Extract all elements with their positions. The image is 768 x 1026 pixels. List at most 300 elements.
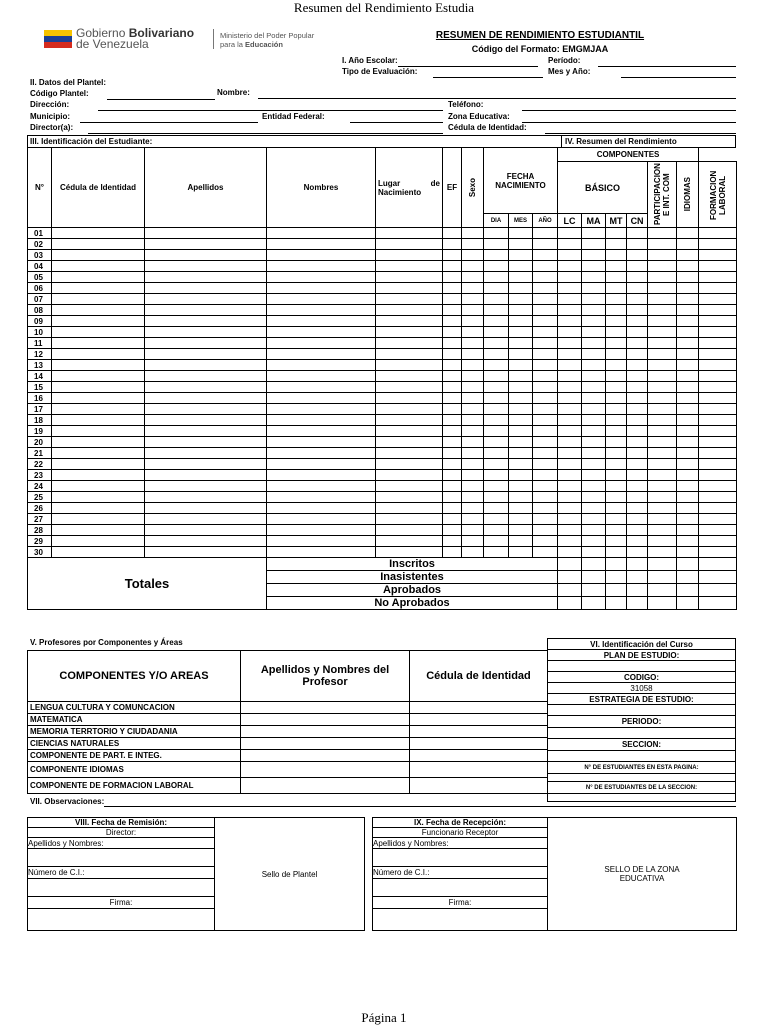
table-cell[interactable]	[582, 481, 606, 492]
table-cell[interactable]	[699, 571, 737, 584]
table-cell[interactable]	[648, 316, 677, 327]
table-cell[interactable]	[376, 404, 443, 415]
table-cell[interactable]	[509, 272, 533, 283]
table-cell[interactable]	[145, 525, 267, 536]
table-cell[interactable]	[627, 272, 648, 283]
table-cell[interactable]	[376, 415, 443, 426]
table-cell[interactable]	[699, 426, 737, 437]
table-cell[interactable]	[558, 558, 582, 571]
table-cell[interactable]	[533, 404, 558, 415]
table-cell[interactable]	[145, 459, 267, 470]
table-cell[interactable]	[558, 437, 582, 448]
table-cell[interactable]	[509, 547, 533, 558]
table-cell[interactable]	[627, 437, 648, 448]
table-cell[interactable]	[582, 470, 606, 481]
table-cell[interactable]	[376, 382, 443, 393]
table-cell[interactable]	[267, 415, 376, 426]
table-cell[interactable]	[533, 327, 558, 338]
table-cell[interactable]	[484, 547, 509, 558]
table-cell[interactable]	[443, 327, 462, 338]
table-cell[interactable]	[582, 382, 606, 393]
table-cell[interactable]	[462, 503, 484, 514]
table-cell[interactable]	[462, 316, 484, 327]
table-cell[interactable]	[677, 349, 699, 360]
table-cell[interactable]	[52, 393, 145, 404]
table-cell[interactable]	[677, 571, 699, 584]
table-cell[interactable]	[52, 525, 145, 536]
table-cell[interactable]	[376, 492, 443, 503]
table-cell[interactable]	[443, 393, 462, 404]
table-cell[interactable]	[376, 371, 443, 382]
table-cell[interactable]	[606, 597, 627, 610]
table-cell[interactable]	[648, 547, 677, 558]
table-cell[interactable]	[699, 250, 737, 261]
table-cell[interactable]	[462, 239, 484, 250]
table-cell[interactable]	[267, 547, 376, 558]
table-cell[interactable]	[376, 393, 443, 404]
table-cell[interactable]	[627, 426, 648, 437]
table-cell[interactable]	[699, 283, 737, 294]
table-cell[interactable]	[648, 536, 677, 547]
table-cell[interactable]	[145, 261, 267, 272]
table-cell[interactable]	[484, 228, 509, 239]
table-cell[interactable]	[648, 481, 677, 492]
table-cell[interactable]	[648, 338, 677, 349]
table-cell[interactable]	[509, 404, 533, 415]
table-cell[interactable]	[558, 261, 582, 272]
table-cell[interactable]	[267, 371, 376, 382]
table-cell[interactable]	[606, 283, 627, 294]
table-cell[interactable]	[648, 514, 677, 525]
table-cell[interactable]	[558, 393, 582, 404]
table-cell[interactable]	[699, 239, 737, 250]
table-cell[interactable]	[267, 459, 376, 470]
table-cell[interactable]	[484, 426, 509, 437]
table-cell[interactable]	[582, 393, 606, 404]
table-cell[interactable]	[376, 536, 443, 547]
table-cell[interactable]	[677, 437, 699, 448]
table-cell[interactable]	[509, 393, 533, 404]
table-cell[interactable]	[677, 448, 699, 459]
table-cell[interactable]	[145, 305, 267, 316]
table-cell[interactable]	[509, 371, 533, 382]
table-cell[interactable]	[677, 393, 699, 404]
table-cell[interactable]	[145, 283, 267, 294]
table-cell[interactable]	[627, 305, 648, 316]
table-cell[interactable]	[533, 459, 558, 470]
table-cell[interactable]	[582, 547, 606, 558]
table-cell[interactable]	[145, 536, 267, 547]
table-cell[interactable]	[582, 404, 606, 415]
table-cell[interactable]	[52, 305, 145, 316]
table-cell[interactable]	[533, 272, 558, 283]
table-cell[interactable]	[533, 415, 558, 426]
table-cell[interactable]	[699, 503, 737, 514]
table-cell[interactable]	[443, 239, 462, 250]
table-cell[interactable]	[376, 448, 443, 459]
table-cell[interactable]	[484, 514, 509, 525]
table-cell[interactable]	[648, 239, 677, 250]
table-cell[interactable]	[582, 584, 606, 597]
table-cell[interactable]	[699, 261, 737, 272]
table-cell[interactable]	[582, 360, 606, 371]
table-cell[interactable]	[582, 305, 606, 316]
table-cell[interactable]	[648, 393, 677, 404]
table-cell[interactable]	[533, 514, 558, 525]
table-cell[interactable]	[699, 525, 737, 536]
table-cell[interactable]	[558, 283, 582, 294]
table-cell[interactable]	[267, 349, 376, 360]
table-cell[interactable]	[648, 305, 677, 316]
table-cell[interactable]	[558, 470, 582, 481]
table-cell[interactable]	[648, 360, 677, 371]
table-cell[interactable]	[52, 316, 145, 327]
table-cell[interactable]	[606, 393, 627, 404]
table-cell[interactable]	[241, 778, 410, 794]
table-cell[interactable]	[410, 762, 548, 778]
table-cell[interactable]	[484, 360, 509, 371]
table-cell[interactable]	[376, 294, 443, 305]
table-cell[interactable]	[606, 584, 627, 597]
table-cell[interactable]	[648, 571, 677, 584]
table-cell[interactable]	[145, 503, 267, 514]
table-cell[interactable]	[52, 261, 145, 272]
table-cell[interactable]	[484, 349, 509, 360]
table-cell[interactable]	[533, 294, 558, 305]
table-cell[interactable]	[462, 283, 484, 294]
table-cell[interactable]	[443, 283, 462, 294]
table-cell[interactable]	[606, 437, 627, 448]
table-cell[interactable]	[52, 294, 145, 305]
table-cell[interactable]	[677, 584, 699, 597]
table-cell[interactable]	[52, 481, 145, 492]
table-cell[interactable]	[627, 525, 648, 536]
table-cell[interactable]	[558, 360, 582, 371]
table-cell[interactable]	[648, 294, 677, 305]
table-cell[interactable]	[267, 404, 376, 415]
table-cell[interactable]	[582, 250, 606, 261]
table-cell[interactable]	[267, 437, 376, 448]
table-cell[interactable]	[606, 448, 627, 459]
table-cell[interactable]	[627, 283, 648, 294]
table-cell[interactable]	[376, 525, 443, 536]
table-cell[interactable]	[627, 571, 648, 584]
table-cell[interactable]	[533, 448, 558, 459]
table-cell[interactable]	[558, 448, 582, 459]
table-cell[interactable]	[648, 597, 677, 610]
table-cell[interactable]	[267, 261, 376, 272]
table-cell[interactable]	[558, 492, 582, 503]
table-cell[interactable]	[627, 404, 648, 415]
table-cell[interactable]	[52, 415, 145, 426]
table-cell[interactable]	[267, 239, 376, 250]
table-cell[interactable]	[145, 415, 267, 426]
table-cell[interactable]	[606, 305, 627, 316]
table-cell[interactable]	[582, 571, 606, 584]
table-cell[interactable]	[509, 338, 533, 349]
table-cell[interactable]	[606, 316, 627, 327]
table-cell[interactable]	[558, 404, 582, 415]
table-cell[interactable]	[484, 393, 509, 404]
table-cell[interactable]	[145, 327, 267, 338]
table-cell[interactable]	[582, 597, 606, 610]
table-cell[interactable]	[443, 481, 462, 492]
table-cell[interactable]	[677, 239, 699, 250]
table-cell[interactable]	[267, 327, 376, 338]
table-cell[interactable]	[648, 558, 677, 571]
table-cell[interactable]	[484, 415, 509, 426]
table-cell[interactable]	[462, 426, 484, 437]
table-cell[interactable]	[582, 272, 606, 283]
table-cell[interactable]	[267, 305, 376, 316]
table-cell[interactable]	[52, 382, 145, 393]
table-cell[interactable]	[462, 415, 484, 426]
table-cell[interactable]	[533, 492, 558, 503]
table-cell[interactable]	[699, 415, 737, 426]
table-cell[interactable]	[462, 250, 484, 261]
table-cell[interactable]	[699, 492, 737, 503]
table-cell[interactable]	[484, 239, 509, 250]
table-cell[interactable]	[606, 481, 627, 492]
table-cell[interactable]	[410, 726, 548, 738]
table-cell[interactable]	[606, 503, 627, 514]
table-cell[interactable]	[267, 503, 376, 514]
table-cell[interactable]	[606, 272, 627, 283]
table-cell[interactable]	[677, 536, 699, 547]
table-cell[interactable]	[443, 459, 462, 470]
table-cell[interactable]	[533, 371, 558, 382]
table-cell[interactable]	[699, 382, 737, 393]
table-cell[interactable]	[509, 459, 533, 470]
table-cell[interactable]	[462, 228, 484, 239]
table-cell[interactable]	[145, 272, 267, 283]
table-cell[interactable]	[558, 316, 582, 327]
table-cell[interactable]	[533, 393, 558, 404]
table-cell[interactable]	[677, 404, 699, 415]
table-cell[interactable]	[462, 547, 484, 558]
table-cell[interactable]	[509, 239, 533, 250]
table-cell[interactable]	[677, 272, 699, 283]
table-cell[interactable]	[462, 360, 484, 371]
table-cell[interactable]	[648, 459, 677, 470]
table-cell[interactable]	[52, 437, 145, 448]
table-cell[interactable]	[677, 338, 699, 349]
table-cell[interactable]	[267, 294, 376, 305]
table-cell[interactable]	[699, 305, 737, 316]
table-cell[interactable]	[267, 228, 376, 239]
table-cell[interactable]	[267, 536, 376, 547]
table-cell[interactable]	[677, 415, 699, 426]
table-cell[interactable]	[558, 327, 582, 338]
table-cell[interactable]	[648, 448, 677, 459]
table-cell[interactable]	[267, 514, 376, 525]
table-cell[interactable]	[443, 261, 462, 272]
table-cell[interactable]	[462, 492, 484, 503]
table-cell[interactable]	[582, 283, 606, 294]
table-cell[interactable]	[677, 294, 699, 305]
table-cell[interactable]	[376, 349, 443, 360]
table-cell[interactable]	[443, 514, 462, 525]
table-cell[interactable]	[677, 283, 699, 294]
table-cell[interactable]	[267, 448, 376, 459]
table-cell[interactable]	[648, 404, 677, 415]
table-cell[interactable]	[443, 415, 462, 426]
table-cell[interactable]	[582, 294, 606, 305]
table-cell[interactable]	[443, 536, 462, 547]
table-cell[interactable]	[484, 338, 509, 349]
table-cell[interactable]	[509, 228, 533, 239]
table-cell[interactable]	[558, 426, 582, 437]
table-cell[interactable]	[462, 305, 484, 316]
table-cell[interactable]	[443, 294, 462, 305]
table-cell[interactable]	[410, 702, 548, 714]
table-cell[interactable]	[699, 558, 737, 571]
table-cell[interactable]	[484, 250, 509, 261]
table-cell[interactable]	[582, 558, 606, 571]
table-cell[interactable]	[376, 272, 443, 283]
table-cell[interactable]	[677, 261, 699, 272]
table-cell[interactable]	[484, 371, 509, 382]
table-cell[interactable]	[267, 470, 376, 481]
table-cell[interactable]	[582, 514, 606, 525]
table-cell[interactable]	[558, 305, 582, 316]
table-cell[interactable]	[52, 448, 145, 459]
table-cell[interactable]	[582, 415, 606, 426]
table-cell[interactable]	[533, 305, 558, 316]
table-cell[interactable]	[462, 448, 484, 459]
table-cell[interactable]	[627, 393, 648, 404]
table-cell[interactable]	[484, 316, 509, 327]
table-cell[interactable]	[462, 327, 484, 338]
table-cell[interactable]	[443, 338, 462, 349]
table-cell[interactable]	[267, 316, 376, 327]
table-cell[interactable]	[52, 228, 145, 239]
table-cell[interactable]	[52, 404, 145, 415]
table-cell[interactable]	[376, 250, 443, 261]
table-cell[interactable]	[241, 738, 410, 750]
table-cell[interactable]	[145, 239, 267, 250]
table-cell[interactable]	[484, 448, 509, 459]
table-cell[interactable]	[699, 404, 737, 415]
table-cell[interactable]	[509, 261, 533, 272]
table-cell[interactable]	[267, 426, 376, 437]
table-cell[interactable]	[241, 726, 410, 738]
table-cell[interactable]	[533, 503, 558, 514]
table-cell[interactable]	[443, 404, 462, 415]
table-cell[interactable]	[484, 470, 509, 481]
table-cell[interactable]	[509, 470, 533, 481]
table-cell[interactable]	[462, 272, 484, 283]
table-cell[interactable]	[582, 448, 606, 459]
table-cell[interactable]	[558, 514, 582, 525]
table-cell[interactable]	[558, 272, 582, 283]
table-cell[interactable]	[627, 338, 648, 349]
table-cell[interactable]	[267, 360, 376, 371]
table-cell[interactable]	[677, 360, 699, 371]
table-cell[interactable]	[648, 470, 677, 481]
table-cell[interactable]	[677, 492, 699, 503]
table-cell[interactable]	[558, 371, 582, 382]
table-cell[interactable]	[52, 426, 145, 437]
table-cell[interactable]	[462, 470, 484, 481]
table-cell[interactable]	[533, 536, 558, 547]
table-cell[interactable]	[52, 283, 145, 294]
table-cell[interactable]	[509, 327, 533, 338]
table-cell[interactable]	[462, 525, 484, 536]
table-cell[interactable]	[145, 228, 267, 239]
table-cell[interactable]	[509, 360, 533, 371]
table-cell[interactable]	[443, 316, 462, 327]
table-cell[interactable]	[376, 316, 443, 327]
table-cell[interactable]	[582, 228, 606, 239]
table-cell[interactable]	[376, 470, 443, 481]
table-cell[interactable]	[582, 492, 606, 503]
table-cell[interactable]	[145, 514, 267, 525]
table-cell[interactable]	[677, 382, 699, 393]
table-cell[interactable]	[376, 228, 443, 239]
table-cell[interactable]	[509, 316, 533, 327]
table-cell[interactable]	[376, 261, 443, 272]
table-cell[interactable]	[376, 459, 443, 470]
table-cell[interactable]	[582, 327, 606, 338]
table-cell[interactable]	[509, 448, 533, 459]
table-cell[interactable]	[677, 547, 699, 558]
table-cell[interactable]	[606, 525, 627, 536]
table-cell[interactable]	[241, 750, 410, 762]
table-cell[interactable]	[509, 536, 533, 547]
table-cell[interactable]	[145, 360, 267, 371]
table-cell[interactable]	[410, 750, 548, 762]
table-cell[interactable]	[443, 470, 462, 481]
table-cell[interactable]	[699, 584, 737, 597]
table-cell[interactable]	[267, 481, 376, 492]
table-cell[interactable]	[145, 404, 267, 415]
table-cell[interactable]	[627, 415, 648, 426]
table-cell[interactable]	[558, 571, 582, 584]
table-cell[interactable]	[462, 393, 484, 404]
table-cell[interactable]	[533, 349, 558, 360]
table-cell[interactable]	[699, 514, 737, 525]
table-cell[interactable]	[376, 503, 443, 514]
table-cell[interactable]	[606, 415, 627, 426]
table-cell[interactable]	[606, 338, 627, 349]
table-cell[interactable]	[533, 360, 558, 371]
table-cell[interactable]	[699, 316, 737, 327]
table-cell[interactable]	[145, 294, 267, 305]
table-cell[interactable]	[606, 360, 627, 371]
table-cell[interactable]	[267, 492, 376, 503]
table-cell[interactable]	[52, 547, 145, 558]
table-cell[interactable]	[677, 503, 699, 514]
table-cell[interactable]	[533, 250, 558, 261]
table-cell[interactable]	[376, 437, 443, 448]
table-cell[interactable]	[145, 481, 267, 492]
table-cell[interactable]	[443, 382, 462, 393]
table-cell[interactable]	[606, 382, 627, 393]
table-cell[interactable]	[648, 283, 677, 294]
table-cell[interactable]	[582, 371, 606, 382]
table-cell[interactable]	[52, 250, 145, 261]
table-cell[interactable]	[533, 547, 558, 558]
table-cell[interactable]	[52, 327, 145, 338]
table-cell[interactable]	[145, 382, 267, 393]
table-cell[interactable]	[606, 492, 627, 503]
table-cell[interactable]	[648, 525, 677, 536]
table-cell[interactable]	[267, 283, 376, 294]
table-cell[interactable]	[606, 558, 627, 571]
table-cell[interactable]	[509, 305, 533, 316]
table-cell[interactable]	[145, 547, 267, 558]
